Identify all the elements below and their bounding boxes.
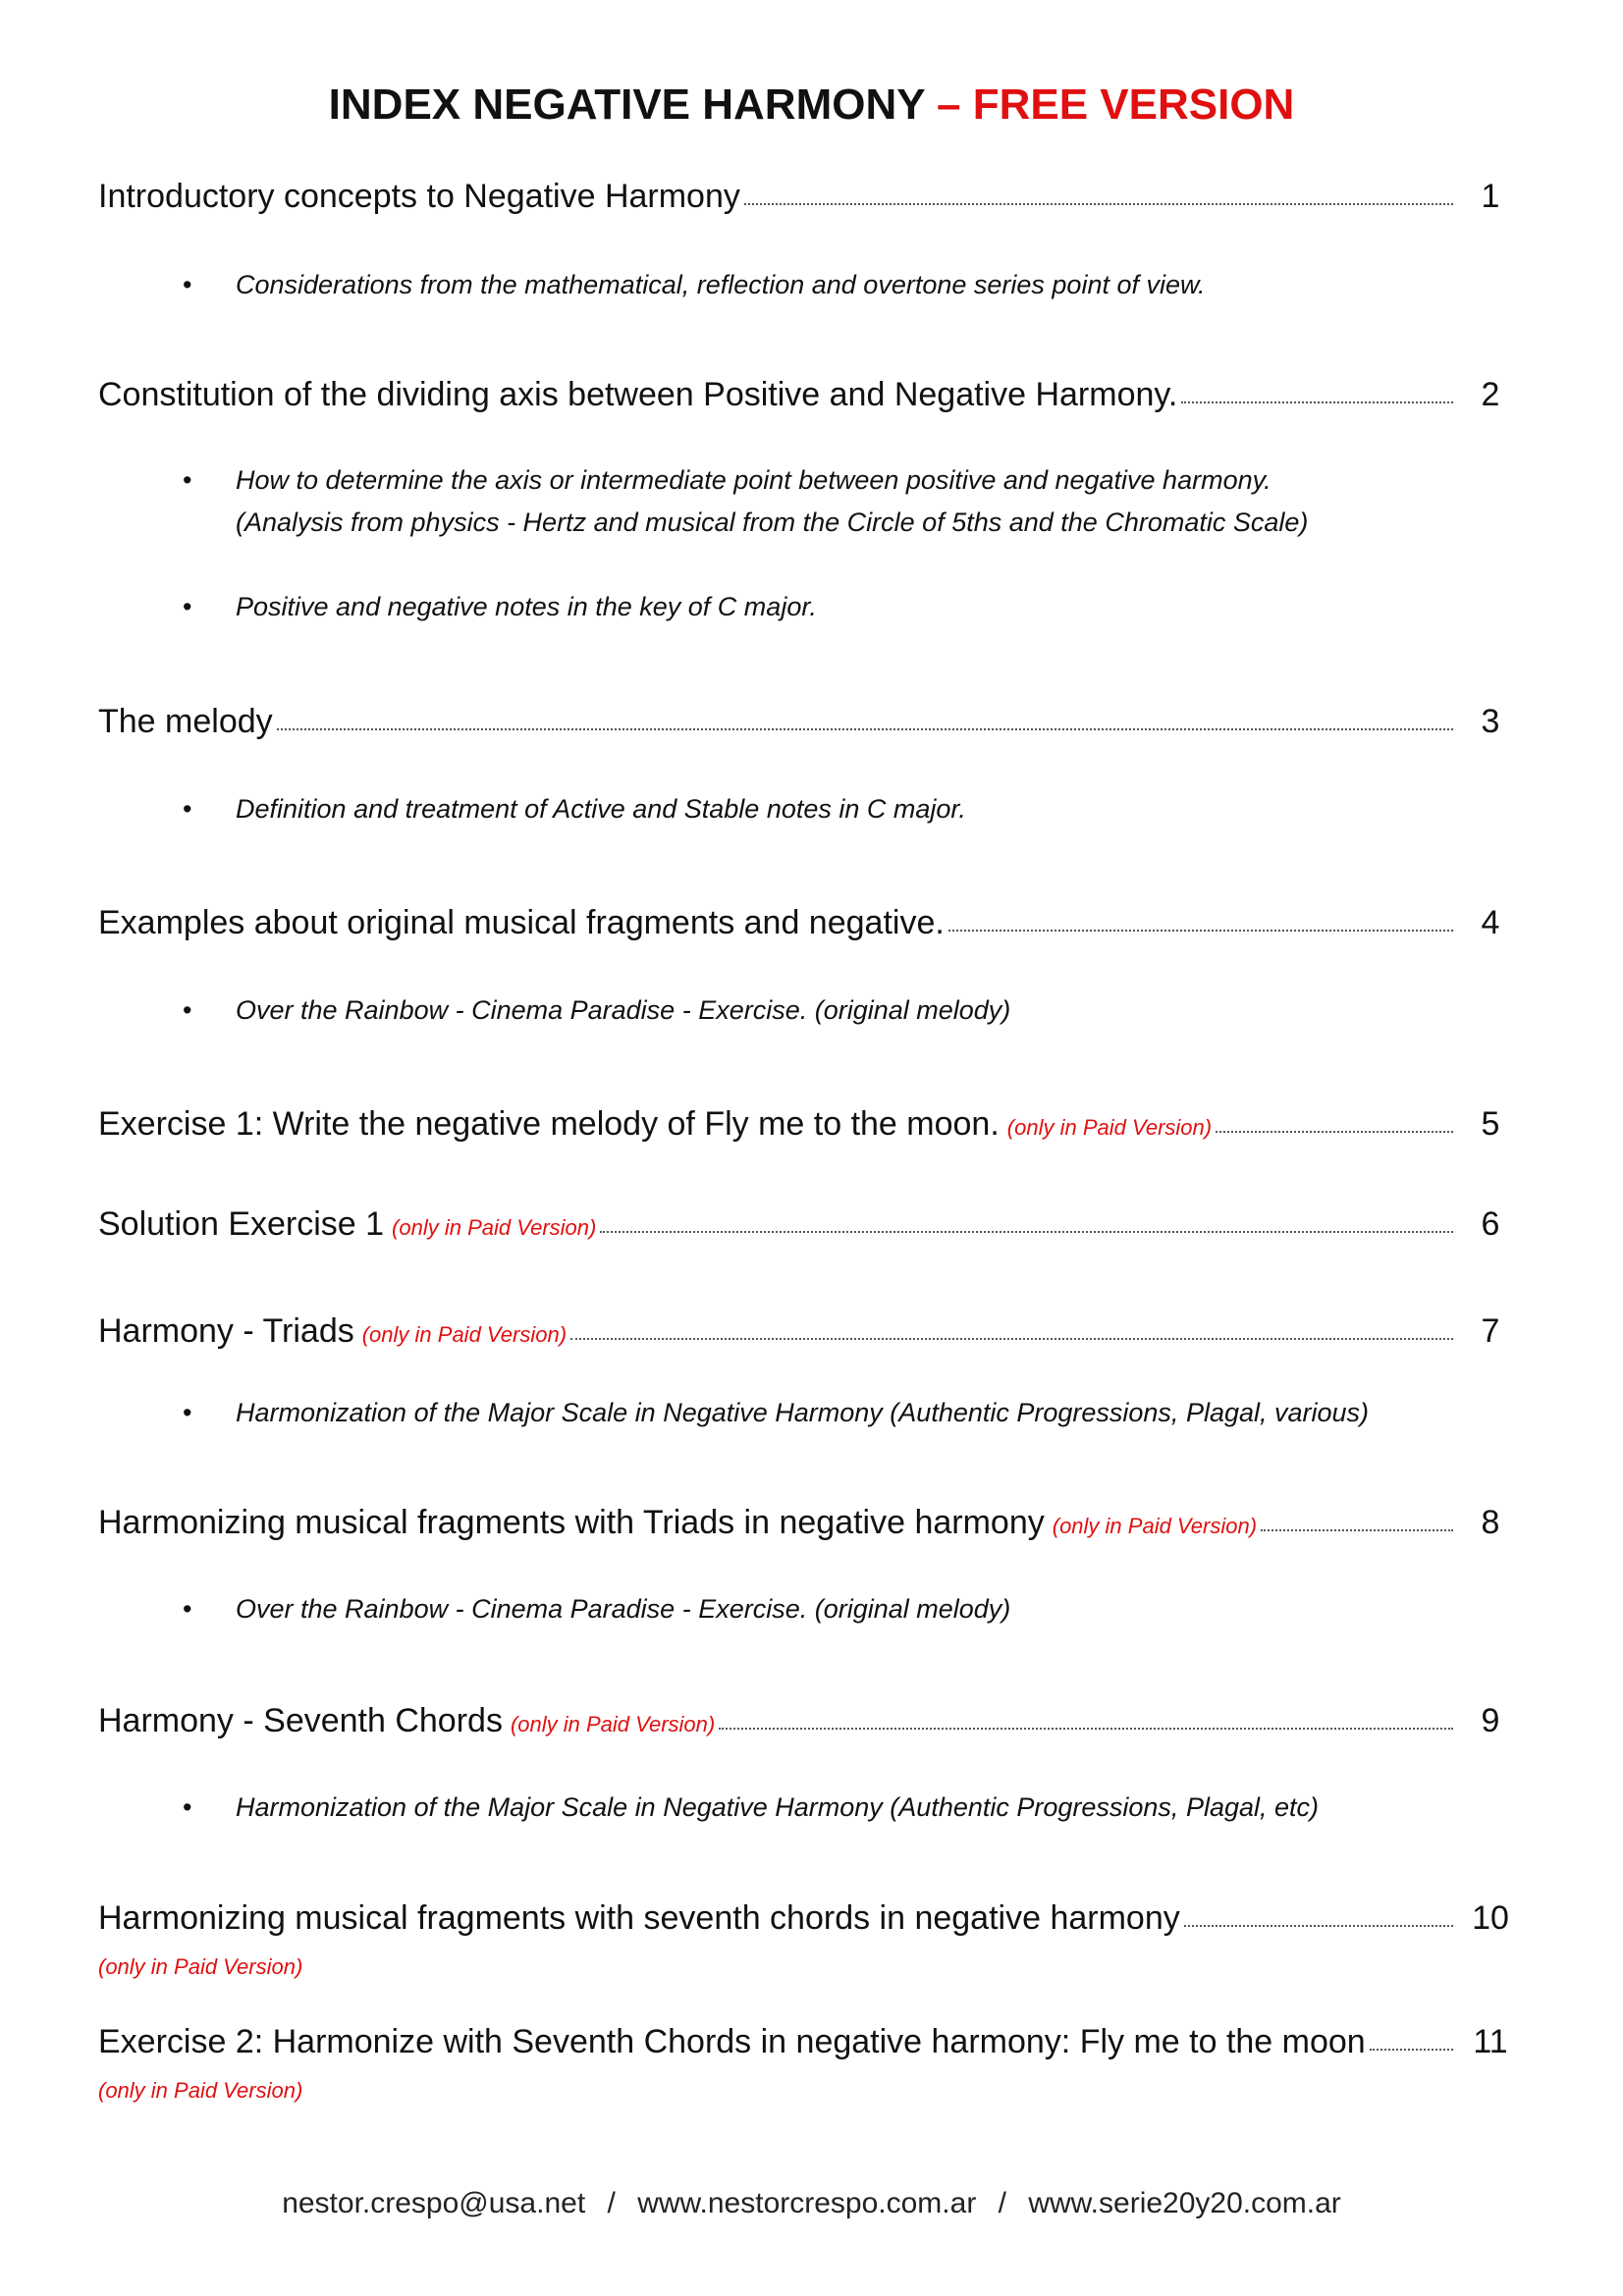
- entry-page-number: 10: [1472, 1899, 1509, 1937]
- toc-entry[interactable]: [98, 1702, 1522, 1751]
- footer-site-link[interactable]: www.nestorcrespo.com.ar: [637, 2187, 977, 2219]
- dot-leader: [1181, 401, 1453, 403]
- toc-entry[interactable]: [98, 2023, 1522, 2104]
- bullet-icon: •: [183, 1792, 192, 1822]
- entry-page-number: 8: [1481, 1504, 1500, 1541]
- paid-version-tag: (only in Paid Version): [510, 1712, 716, 1736]
- bullet-text: Harmonization of the Major Scale in Negative Harmony (Authentic Progressions, Plagal, various): [236, 1398, 1370, 1427]
- bullet-text: Definition and treatment of Active and Stable notes in C major.: [236, 794, 966, 824]
- dot-leader: [1261, 1529, 1453, 1531]
- entry-title: Exercise 1: Write the negative melody of Fly me to the moon.: [98, 1105, 1000, 1143]
- bullet-icon: •: [183, 270, 192, 299]
- toc-entry[interactable]: [98, 904, 1522, 953]
- paid-version-tag: (only in Paid Version): [98, 2078, 303, 2103]
- dot-leader: [744, 203, 1453, 205]
- paid-version-tag: (only in Paid Version): [361, 1322, 568, 1347]
- toc-entry[interactable]: [98, 1899, 1522, 1980]
- toc-entry[interactable]: [98, 178, 1522, 227]
- dot-leader: [1370, 2049, 1453, 2051]
- toc-entry[interactable]: [98, 1105, 1522, 1154]
- entry-title: Harmonizing musical fragments with seventh chords in negative harmony: [98, 1899, 1180, 1937]
- footer-site-link[interactable]: www.serie20y20.com.ar: [1028, 2187, 1341, 2219]
- entry-page-number: 2: [1481, 376, 1500, 413]
- dot-leader: [948, 930, 1453, 932]
- toc-entry[interactable]: [98, 1205, 1522, 1255]
- entry-page-number: 5: [1481, 1105, 1500, 1143]
- paid-version-tag: (only in Paid Version): [1052, 1514, 1258, 1538]
- title-main: INDEX NEGATIVE HARMONY: [328, 80, 925, 129]
- bullet-icon: •: [183, 1398, 192, 1427]
- footer-separator: /: [998, 2187, 1006, 2219]
- entry-title: Harmony - Seventh Chords: [98, 1702, 503, 1739]
- bullet-text: Considerations from the mathematical, reflection and overtone series point of view.: [236, 270, 1206, 299]
- entry-page-number: 4: [1481, 904, 1500, 941]
- toc-entry[interactable]: [98, 376, 1522, 425]
- entry-title: Exercise 2: Harmonize with Seventh Chords in negative harmony: Fly me to the moon: [98, 2023, 1366, 2060]
- entry-title: Introductory concepts to Negative Harmony: [98, 178, 740, 215]
- entry-page-number: 9: [1481, 1702, 1500, 1739]
- paid-version-tag: (only in Paid Version): [1006, 1115, 1213, 1140]
- footer: [0, 2187, 1623, 2220]
- bullet-text: Positive and negative notes in the key of C major.: [236, 592, 817, 621]
- bullet-icon: •: [183, 592, 192, 621]
- bullet-text: (Analysis from physics - Hertz and musical from the Circle of 5ths and the Chromatic Scale): [236, 507, 1309, 537]
- entry-title: Solution Exercise 1: [98, 1205, 385, 1243]
- paid-version-tag: (only in Paid Version): [392, 1215, 597, 1240]
- entry-page-number: 7: [1481, 1312, 1500, 1350]
- dot-leader: [1216, 1131, 1453, 1133]
- entry-title: Harmony - Triads: [98, 1312, 354, 1350]
- bullet-text: Harmonization of the Major Scale in Negative Harmony (Authentic Progressions, Plagal, etc): [236, 1792, 1320, 1822]
- bullet-text: Over the Rainbow - Cinema Paradise - Exercise. (original melody): [236, 1594, 1011, 1624]
- footer-email-link[interactable]: nestor.crespo@usa.net: [282, 2187, 586, 2219]
- page-title: [0, 80, 1623, 130]
- dot-leader: [600, 1231, 1453, 1233]
- dot-leader: [1184, 1925, 1453, 1927]
- bullet-icon: •: [183, 995, 192, 1025]
- toc-entry[interactable]: [98, 1504, 1522, 1553]
- bullet-icon: •: [183, 1594, 192, 1624]
- entry-title: Harmonizing musical fragments with Triads in negative harmony: [98, 1504, 1045, 1541]
- dot-leader: [277, 728, 1453, 730]
- dot-leader: [719, 1728, 1453, 1730]
- entry-page-number: 11: [1473, 2023, 1508, 2060]
- entry-page-number: 3: [1481, 703, 1500, 740]
- entry-page-number: 1: [1481, 178, 1500, 215]
- bullet-text: How to determine the axis or intermediate point between positive and negative harmony.: [236, 465, 1271, 495]
- footer-separator: /: [607, 2187, 616, 2219]
- entry-title: Examples about original musical fragments and negative.: [98, 904, 945, 941]
- entry-page-number: 6: [1481, 1205, 1500, 1243]
- toc-entry[interactable]: [98, 703, 1522, 752]
- toc-entry[interactable]: [98, 1312, 1522, 1362]
- bullet-text: Over the Rainbow - Cinema Paradise - Exercise. (original melody): [236, 995, 1011, 1025]
- dot-leader: [570, 1338, 1453, 1340]
- entry-title: The melody: [98, 703, 273, 740]
- bullet-icon: •: [183, 794, 192, 824]
- bullet-icon: •: [183, 465, 192, 495]
- title-accent: – FREE VERSION: [937, 80, 1295, 129]
- entry-title: Constitution of the dividing axis between Positive and Negative Harmony.: [98, 376, 1178, 413]
- paid-version-tag: (only in Paid Version): [98, 1954, 303, 1979]
